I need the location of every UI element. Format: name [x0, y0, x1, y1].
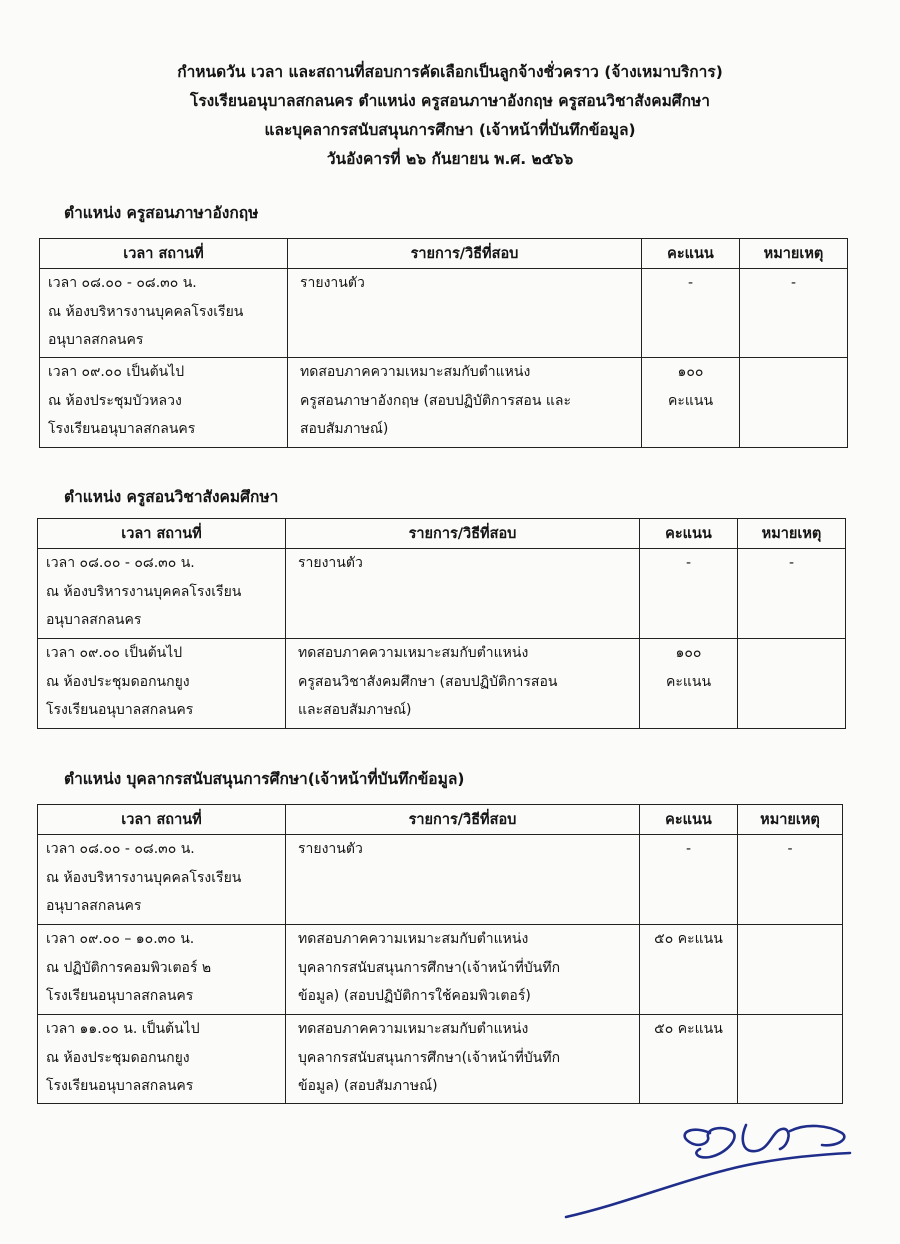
cell-line: ๕๐ คะแนน	[654, 1021, 723, 1037]
cell-note	[738, 925, 843, 1015]
table-header-row	[38, 519, 846, 549]
cell-note	[738, 1015, 843, 1104]
cell-line: -	[687, 275, 694, 291]
cell-line: โรงเรียนอนุบาลสกลนคร	[46, 1078, 194, 1094]
section-title-social-studies-teacher: ตำแหน่ง ครูสอนวิชาสังคมศึกษา	[64, 488, 279, 506]
cell-line: คะแนน	[667, 392, 714, 409]
col-header-time-place: เวลา สถานที่	[38, 805, 286, 835]
cell-line: ทดสอบภาคความเหมาะสมกับตำแหน่ง	[298, 1021, 529, 1037]
cell-line: ทดสอบภาคความเหมาะสมกับตำแหน่ง	[298, 645, 529, 661]
cell-line: รายงานตัว	[298, 555, 363, 571]
cell-line: เวลา ๐๘.๐๐ - ๐๘.๓๐ น.	[46, 555, 195, 571]
cell-line: เวลา ๑๑.๐๐ น. เป็นต้นไป	[46, 1021, 200, 1037]
col-header-note: หมายเหตุ	[740, 239, 848, 269]
cell-item	[286, 835, 640, 925]
cell-item	[288, 358, 642, 448]
cell-line: อนุบาลสกลนคร	[46, 898, 142, 914]
table-row	[38, 925, 843, 1015]
cell-score	[640, 835, 738, 925]
cell-line: ณ ห้องประชุมบัวหลวง	[48, 392, 182, 409]
cell-line: เวลา ๐๘.๐๐ - ๐๘.๓๐ น.	[48, 275, 197, 291]
cell-item	[286, 925, 640, 1015]
cell-note	[740, 358, 848, 448]
header-line-3: และบุคลากรสนับสนุนการศึกษา (เจ้าหน้าที่บันทึกข้อมูล)	[264, 121, 636, 139]
header-line-1: กำหนดวัน เวลา และสถานที่สอบการคัดเลือกเป็นลูกจ้างชั่วคราว (จ้างเหมาบริการ)	[177, 63, 723, 81]
cell-line: ณ ปฏิบัติการคอมพิวเตอร์ ๒	[46, 959, 212, 976]
section-title-english-teacher: ตำแหน่ง ครูสอนภาษาอังกฤษ	[64, 204, 259, 222]
table-row	[40, 358, 848, 448]
table-header-row	[40, 239, 848, 269]
cell-time-place	[38, 549, 286, 639]
cell-time-place	[40, 358, 288, 448]
schedule-table-english-teacher	[39, 238, 848, 448]
table-header-row	[38, 805, 843, 835]
cell-line: เวลา ๐๘.๐๐ - ๐๘.๓๐ น.	[46, 841, 195, 857]
document-header	[0, 58, 900, 174]
cell-line: อนุบาลสกลนคร	[48, 332, 144, 348]
cell-score	[640, 549, 738, 639]
schedule-table-social-studies-teacher	[37, 518, 846, 729]
cell-line: อนุบาลสกลนคร	[46, 612, 142, 628]
cell-line: ๕๐ คะแนน	[654, 931, 723, 947]
table-row	[40, 269, 848, 358]
cell-line: ข้อมูล) (สอบสัมภาษณ์)	[298, 1078, 438, 1094]
col-header-note: หมายเหตุ	[738, 519, 846, 549]
cell-note: -	[738, 835, 843, 925]
cell-item	[288, 269, 642, 358]
cell-item	[286, 639, 640, 729]
cell-line: คะแนน	[665, 673, 712, 690]
cell-score	[640, 1015, 738, 1104]
cell-line: โรงเรียนอนุบาลสกลนคร	[46, 988, 194, 1004]
cell-line: เวลา ๐๙.๐๐ – ๑๐.๓๐ น.	[46, 931, 195, 947]
cell-note: -	[740, 269, 848, 358]
header-line-2: โรงเรียนอนุบาลสกลนคร ตำแหน่ง ครูสอนภาษาอังกฤษ ครูสอนวิชาสังคมศึกษา	[190, 92, 710, 110]
table-row	[38, 639, 846, 729]
cell-line: ณ ห้องบริหารงานบุคคลโรงเรียน	[46, 583, 242, 600]
cell-time-place	[38, 639, 286, 729]
cell-time-place	[40, 269, 288, 358]
col-header-note: หมายเหตุ	[738, 805, 843, 835]
table-row	[38, 1015, 843, 1104]
cell-item	[286, 1015, 640, 1104]
cell-note	[738, 639, 846, 729]
cell-note: -	[738, 549, 846, 639]
cell-time-place	[38, 835, 286, 925]
cell-line: รายงานตัว	[300, 275, 365, 291]
cell-time-place	[38, 1015, 286, 1104]
cell-score	[640, 925, 738, 1015]
cell-item	[286, 549, 640, 639]
cell-line: สอบสัมภาษณ์)	[300, 421, 389, 437]
cell-line: บุคลากรสนับสนุนการศึกษา(เจ้าหน้าที่บันทึก	[298, 959, 561, 976]
cell-line: ณ ห้องประชุมดอกนกยูง	[46, 1049, 190, 1066]
cell-line: ณ ห้องบริหารงานบุคคลโรงเรียน	[46, 869, 242, 886]
cell-line: ครูสอนวิชาสังคมศึกษา (สอบปฏิบัติการสอน	[298, 673, 558, 690]
cell-line: และสอบสัมภาษณ์)	[298, 702, 412, 718]
cell-line: บุคลากรสนับสนุนการศึกษา(เจ้าหน้าที่บันทึก	[298, 1049, 561, 1066]
col-header-item: รายการ/วิธีที่สอบ	[288, 239, 642, 269]
col-header-score: คะแนน	[640, 519, 738, 549]
cell-line: ข้อมูล) (สอบปฏิบัติการใช้คอมพิวเตอร์)	[298, 988, 531, 1004]
col-header-time-place: เวลา สถานที่	[40, 239, 288, 269]
cell-line: ทดสอบภาคความเหมาะสมกับตำแหน่ง	[298, 931, 529, 947]
col-header-score: คะแนน	[640, 805, 738, 835]
col-header-item: รายการ/วิธีที่สอบ	[286, 805, 640, 835]
col-header-time-place: เวลา สถานที่	[38, 519, 286, 549]
schedule-table-education-support-staff	[37, 804, 843, 1104]
cell-score	[642, 358, 740, 448]
cell-line: -	[685, 555, 692, 571]
header-line-4-date: วันอังคารที่ ๒๖ กันยายน พ.ศ. ๒๕๖๖	[326, 150, 574, 168]
section-title-education-support-staff: ตำแหน่ง บุคลากรสนับสนุนการศึกษา(เจ้าหน้าที่บันทึกข้อมูล)	[64, 770, 465, 788]
cell-line: เวลา ๐๙.๐๐ เป็นต้นไป	[48, 364, 185, 380]
cell-line: เวลา ๐๙.๐๐ เป็นต้นไป	[46, 645, 183, 661]
cell-score	[640, 639, 738, 729]
col-header-score: คะแนน	[642, 239, 740, 269]
cell-line: ครูสอนภาษาอังกฤษ (สอบปฏิบัติการสอน และ	[300, 392, 571, 409]
cell-line: โรงเรียนอนุบาลสกลนคร	[48, 421, 196, 437]
cell-line: โรงเรียนอนุบาลสกลนคร	[46, 702, 194, 718]
cell-score	[642, 269, 740, 358]
table-row	[38, 549, 846, 639]
cell-line: ทดสอบภาคความเหมาะสมกับตำแหน่ง	[300, 364, 531, 380]
table-row	[38, 835, 843, 925]
cell-line: ๑๐๐	[677, 364, 704, 380]
handwritten-signature	[560, 1095, 860, 1225]
col-header-item: รายการ/วิธีที่สอบ	[286, 519, 640, 549]
cell-line: ณ ห้องบริหารงานบุคคลโรงเรียน	[48, 303, 244, 320]
cell-line: ณ ห้องประชุมดอกนกยูง	[46, 673, 190, 690]
cell-line: -	[685, 841, 692, 857]
cell-time-place	[38, 925, 286, 1015]
cell-line: ๑๐๐	[675, 645, 702, 661]
cell-line: รายงานตัว	[298, 841, 363, 857]
